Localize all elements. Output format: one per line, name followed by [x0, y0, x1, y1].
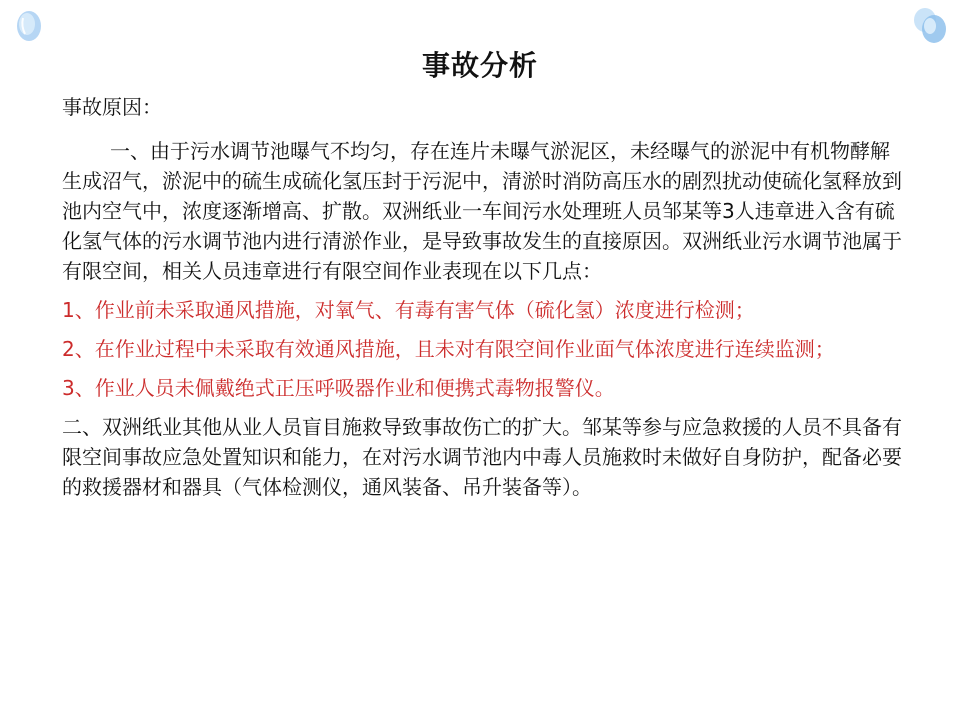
point-3: 3、作业人员未佩戴绝式正压呼吸器作业和便携式毒物报警仪。 — [62, 376, 615, 400]
cause-paragraph-1: 一、由于污水调节池曝气不均匀，存在连片未曝气淤泥区，未经曝气的淤泥中有机物酵解生成沼气，淤泥中的硫生成硫化氢压封于污泥中，清淤时消防高压水的剧烈扰动使硫化氢释放到池内空气中，浓度逐渐增高、扩散。双洲纸业一车间污水处理班人员邹某等3人违章进入含有硫化氢气体的污水调节池内进行清淤作业，是导致事故发生的直接原因。双洲纸业污水调节池属于有限空间，相关人员违章进行有限空间作业表现在以下几点： — [62, 139, 902, 283]
document-body — [62, 92, 908, 502]
cause-paragraph-2: 二、双洲纸业其他从业人员盲目施救导致事故伤亡的扩大。邹某等参与应急救援的人员不具备有限空间事故应急处置知识和能力，在对污水调节池内中毒人员施救时未做好自身防护，配备必要的救援器材和器具（气体检测仪，通风装备、吊升装备等）。 — [62, 415, 902, 499]
bubble-decoration-right-icon — [910, 4, 950, 46]
point-1: 1、作业前未采取通风措施，对氧气、有毒有害气体（硫化氢）浓度进行检测； — [62, 298, 755, 322]
page-title: 事故分析 — [421, 49, 538, 82]
point-2: 2、在作业过程中未采取有效通风措施，且未对有限空间作业面气体浓度进行连续监测； — [62, 337, 835, 361]
bubble-decoration-left-icon — [14, 6, 44, 44]
cause-heading: 事故原因： — [62, 95, 162, 119]
